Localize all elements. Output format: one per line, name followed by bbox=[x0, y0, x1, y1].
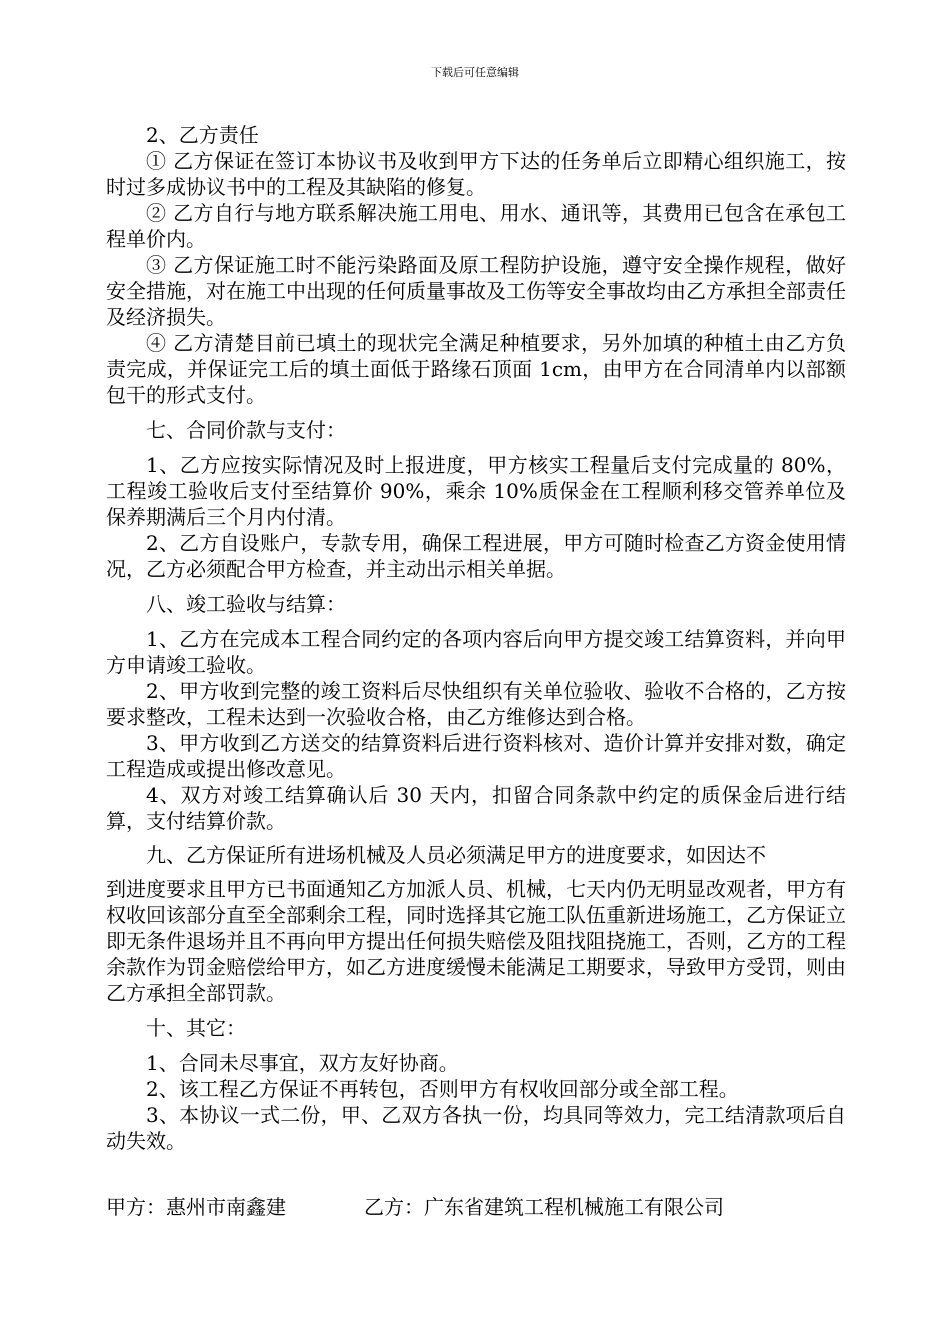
section-10-item-2: 2、该工程乙方保证不再转包，否则甲方有权收回部分或全部工程。 bbox=[146, 1077, 739, 1101]
section-7-item-2: 2、乙方自设账户，专款专用，确保工程进展，甲方可随时检查乙方资金使用情况，乙方必须配合甲方检查，并主动出示相关单据。 bbox=[106, 531, 846, 581]
section-8-item-4: 4、双方对竣工结算确认后 30 天内，扣留合同条款中约定的质保金后进行结算，支付结算价款。 bbox=[106, 783, 846, 833]
party-a-signature: 甲方：惠州市南鑫建 bbox=[106, 1195, 286, 1219]
section-2-item-4: ④ 乙方清楚目前已填土的现状完全满足种植要求，另外加填的种植土由乙方负责完成，并保证完工后的填土面低于路缘石顶面 1cm，由甲方在合同清单内以部额包干的形式支付。 bbox=[106, 331, 846, 407]
section-2-item-1: ① 乙方保证在签订本协议书及收到甲方下达的任务单后立即精心组织施工，按时过多成协议书中的工程及其缺陷的修复。 bbox=[106, 149, 846, 199]
section-10-item-3: 3、本协议一式二份，甲、乙双方各执一份，均具同等效力，完工结清款项后自动失效。 bbox=[106, 1103, 846, 1153]
header-note: 下载后可任意编辑 bbox=[431, 66, 519, 79]
section-2-item-3: ③ 乙方保证施工时不能污染路面及原工程防护设施，遵守安全操作规程，做好安全措施，对在施工中出现的任何质量事故及工伤等安全事故均由乙方承担全部责任及经济损失。 bbox=[106, 253, 846, 329]
party-b-signature: 乙方：广东省建筑工程机械施工有限公司 bbox=[364, 1195, 724, 1219]
section-8-item-1: 1、乙方在完成本工程合同约定的各项内容后向甲方提交竣工结算资料，并向甲方申请竣工验收。 bbox=[106, 627, 846, 677]
section-9-number: 九、 bbox=[146, 843, 186, 867]
section-2-item-2: ② 乙方自行与地方联系解决施工用电、用水、通讯等，其费用已包含在承包工程单价内。 bbox=[106, 201, 846, 251]
contract-body bbox=[106, 122, 846, 1154]
section-8-heading: 八、竣工验收与结算： bbox=[146, 592, 346, 616]
section-9-body: 到进度要求且甲方已书面通知乙方加派人员、机械，七天内仍无明显改观者，甲方有权收回该部分直至全部剩余工程，同时选择其它施工队伍重新进场施工，乙方保证立即无条件退场并且不再向甲方提出任何损失赔偿及阻找阻挠施工，否则，乙方的工程余款作为罚金赔偿给甲方，如乙方进度缓慢未能满足工期要求，导致甲方受罚，则由乙方承担全部罚款。 bbox=[106, 877, 846, 1005]
signature-row bbox=[106, 1194, 846, 1220]
section-9-first-line bbox=[106, 842, 846, 868]
section-9-first-text: 乙方保证所有进场机械及人员必须满足甲方的进度要求，如因达不 bbox=[186, 843, 766, 867]
section-7-item-1: 1、乙方应按实际情况及时上报进度，甲方核实工程量后支付完成量的 80%，工程竣工验收后支付至结算价 90%，乘余 10%质保金在工程顺利移交管养单位及保养期满后三个月内付清。 bbox=[106, 453, 846, 529]
section-10-item-1: 1、合同未尽事宜，双方友好协商。 bbox=[146, 1051, 459, 1075]
section-2-title: 2、乙方责任 bbox=[146, 123, 259, 147]
section-8-item-3: 3、甲方收到乙方送交的结算资料后进行资料核对、造价计算并安排对数，确定工程造成或提出修改意见。 bbox=[106, 731, 846, 781]
section-10-heading: 十、其它： bbox=[146, 1016, 246, 1040]
section-8-item-2: 2、甲方收到完整的竣工资料后尽快组织有关单位验收、验收不合格的，乙方按要求整改，工程未达到一次验收合格，由乙方维修达到合格。 bbox=[106, 679, 846, 729]
section-7-heading: 七、合同价款与支付： bbox=[146, 418, 346, 442]
